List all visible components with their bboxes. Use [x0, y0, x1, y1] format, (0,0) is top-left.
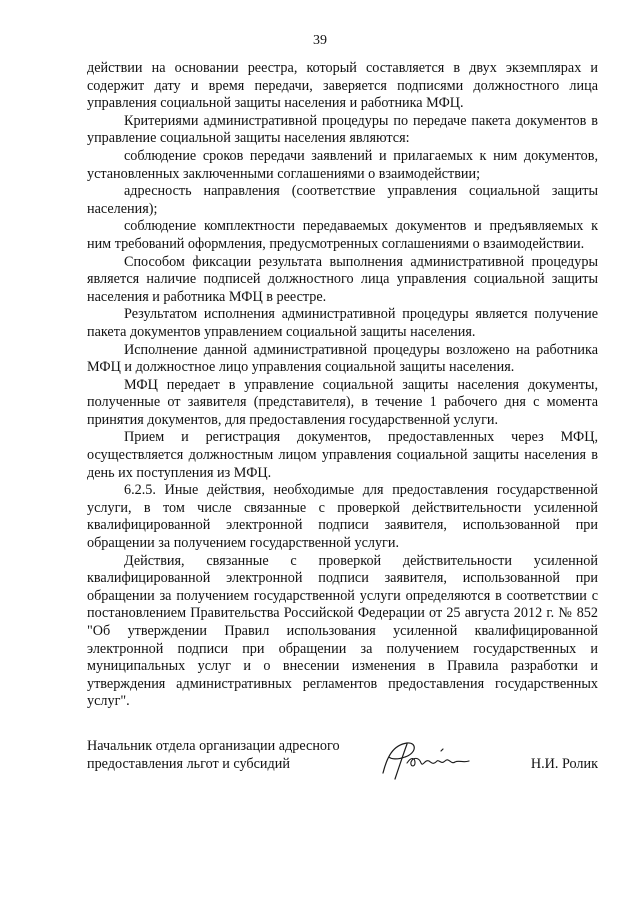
paragraph: Действия, связанные с проверкой действительности усиленной квалифицированной электронной подписи заявителя, использованной при обращении за получением государственной услуги определяются в соответствии с постановлением Правительства Российской Федерации от 25 августа 2012 г. № 852 "Об утверждении Правил использования усиленной квалифицированной электронной подписи при обращении за получением государственных и муниципальных услуг и о внесении изменения в Правила разработки и утверждения административных регламентов предоставления государственных услуг". — [87, 552, 598, 710]
signatory-title-line: предоставления льгот и субсидий — [87, 756, 290, 772]
document-body — [87, 60, 598, 711]
paragraph: Исполнение данной административной процедуры возложено на работника МФЦ и должностное лицо управления социальной защиты населения. — [87, 341, 598, 376]
paragraph: действии на основании реестра, который составляется в двух экземплярах и содержит дату и время передачи, заверяется подписями должностного лица управления социальной защиты населения и работника МФЦ. — [87, 60, 598, 112]
handwritten-signature — [377, 735, 472, 783]
paragraph: соблюдение сроков передачи заявлений и прилагаемых к ним документов, установленных заключенными соглашениями о взаимодействии; — [87, 147, 598, 182]
signatory-name: Н.И. Ролик — [530, 756, 598, 772]
paragraph: Прием и регистрация документов, предоставленных через МФЦ, осуществляется должностным лицом управления социальной защиты населения в день их поступления из МФЦ. — [87, 429, 598, 481]
paragraph: Способом фиксации результата выполнения административной процедуры является наличие подписей должностного лица управления социальной защиты населения и работника МФЦ в реестре. — [87, 253, 598, 305]
paragraph: 6.2.5. Иные действия, необходимые для предоставления государственной услуги, в том числе связанные с проверкой действительности усиленной квалифицированной электронной подписи заявителя, использованной при обращении за получением государственной услуги. — [87, 482, 598, 552]
paragraph: соблюдение комплектности передаваемых документов и предъявляемых к ним требований оформления, предусмотренных соглашениями о взаимодействии. — [87, 218, 598, 252]
paragraph: Результатом исполнения административной процедуры является получение пакета документов управлением социальной защиты населения. — [87, 306, 598, 340]
paragraph: адресность направления (соответствие управления социальной защиты населения); — [87, 183, 598, 217]
paragraph: МФЦ передает в управление социальной защиты населения документы, полученные от заявителя (представителя), в течение 1 рабочего дня с момента принятия документов, для предоставления государственной услуги. — [87, 376, 598, 428]
paragraph: Критериями административной процедуры по передаче пакета документов в управление социальной защиты населения являются: — [87, 112, 598, 147]
signature-block — [87, 735, 598, 785]
page-number: 39 — [313, 33, 327, 48]
signatory-title-line: Начальник отдела организации адресного — [87, 738, 340, 754]
signatory-title — [87, 737, 340, 773]
